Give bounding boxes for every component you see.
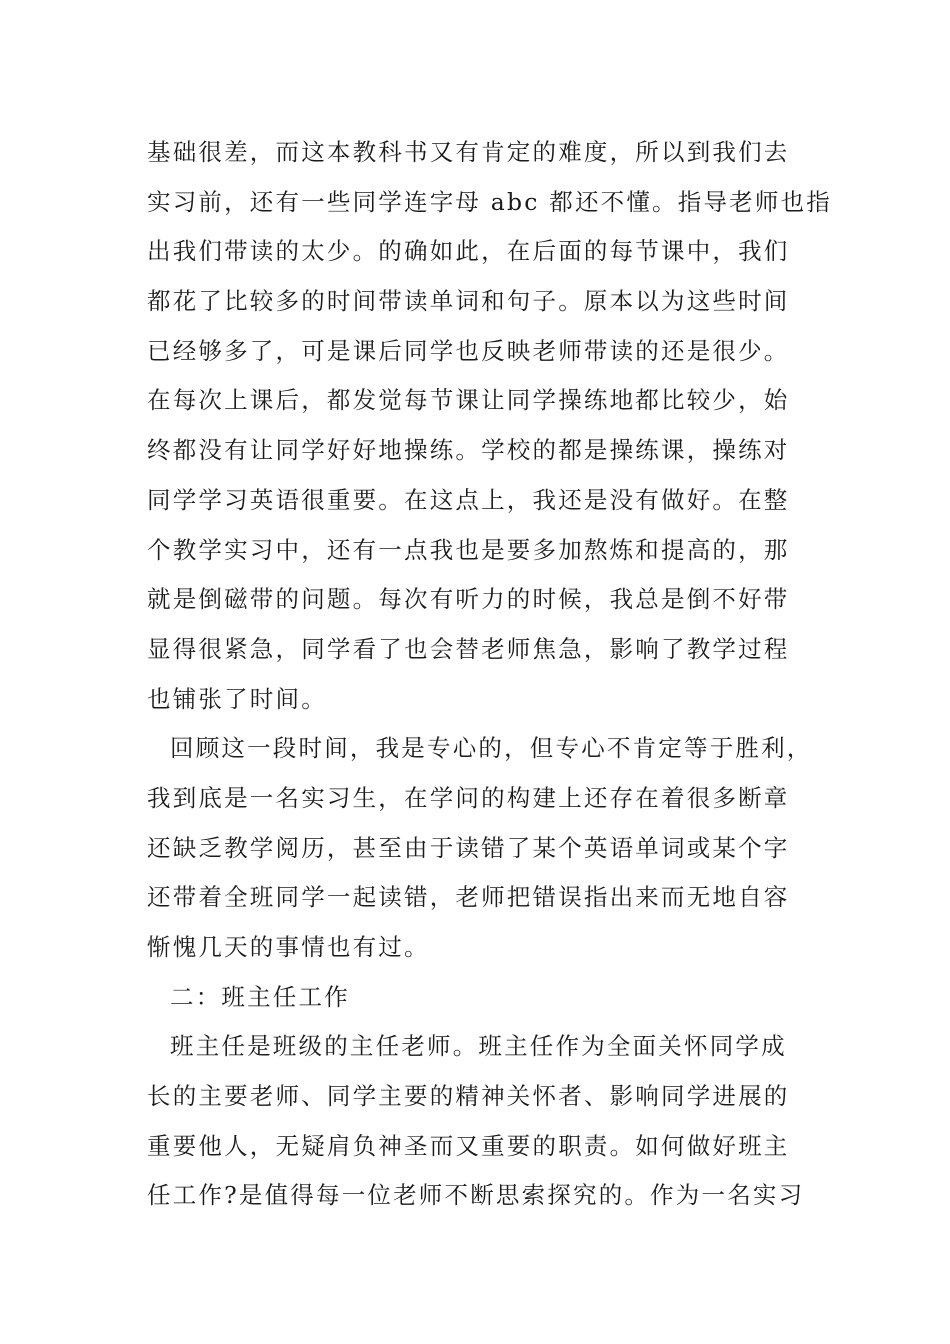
text-line: 长的主要老师、同学主要的精神关怀者、影响同学进展的 — [147, 1082, 790, 1111]
paragraph-start-line: 班主任是班级的主任老师。班主任作为全面关怀同学成 — [170, 1032, 787, 1061]
paragraph-start-line: 回顾这一段时间，我是专心的，但专心不肯定等于胜利， — [170, 734, 813, 763]
section-heading: 二：班主任工作 — [170, 982, 350, 1011]
text-line: 惭愧几天的事情也有过。 — [147, 933, 430, 961]
text-line: 都花了比较多的时间带读单词和句子。原本以为这些时间 — [147, 287, 790, 316]
text-line: 终都没有让同学好好地操练。学校的都是操练课，操练对 — [147, 436, 790, 465]
body-text — [147, 128, 832, 1221]
text-line: 我到底是一名实习生，在学问的构建上还存在着很多断章 — [147, 783, 790, 812]
text-line: 显得很紧急，同学看了也会替老师焦急，影响了教学过程 — [147, 634, 790, 663]
text-line: 还带着全班同学一起读错，老师把错误指出来而无地自容 — [147, 883, 790, 912]
text-line: 基础很差，而这本教科书又有肯定的难度，所以到我们去 — [147, 138, 790, 166]
text-line: 任工作?是值得每一位老师不断思索探究的。作为一名实习 — [147, 1181, 805, 1210]
text-line: 也铺张了时间。 — [147, 684, 327, 713]
text-line: 出我们带读的太少。的确如此，在后面的每节课中，我们 — [147, 237, 790, 266]
text-line: 还缺乏教学阅历，甚至由于读错了某个英语单词或某个字 — [147, 833, 790, 862]
text-line: 在每次上课后，都发觉每节课让同学操练地都比较少，始 — [147, 386, 790, 415]
text-line: 同学学习英语很重要。在这点上，我还是没有做好。在整 — [147, 485, 790, 514]
text-line: 个教学实习中，还有一点我也是要多加熬炼和提高的，那 — [147, 535, 790, 564]
text-line: 实习前，还有一些同学连字母 abc 都还不懂。指导老师也指 — [147, 187, 832, 216]
text-line: 重要他人，无疑肩负神圣而又重要的职责。如何做好班主 — [147, 1131, 790, 1160]
text-line: 已经够多了，可是课后同学也反映老师带读的还是很少。 — [147, 336, 790, 365]
text-line: 就是倒磁带的问题。每次有听力的时候，我总是倒不好带 — [147, 585, 790, 614]
